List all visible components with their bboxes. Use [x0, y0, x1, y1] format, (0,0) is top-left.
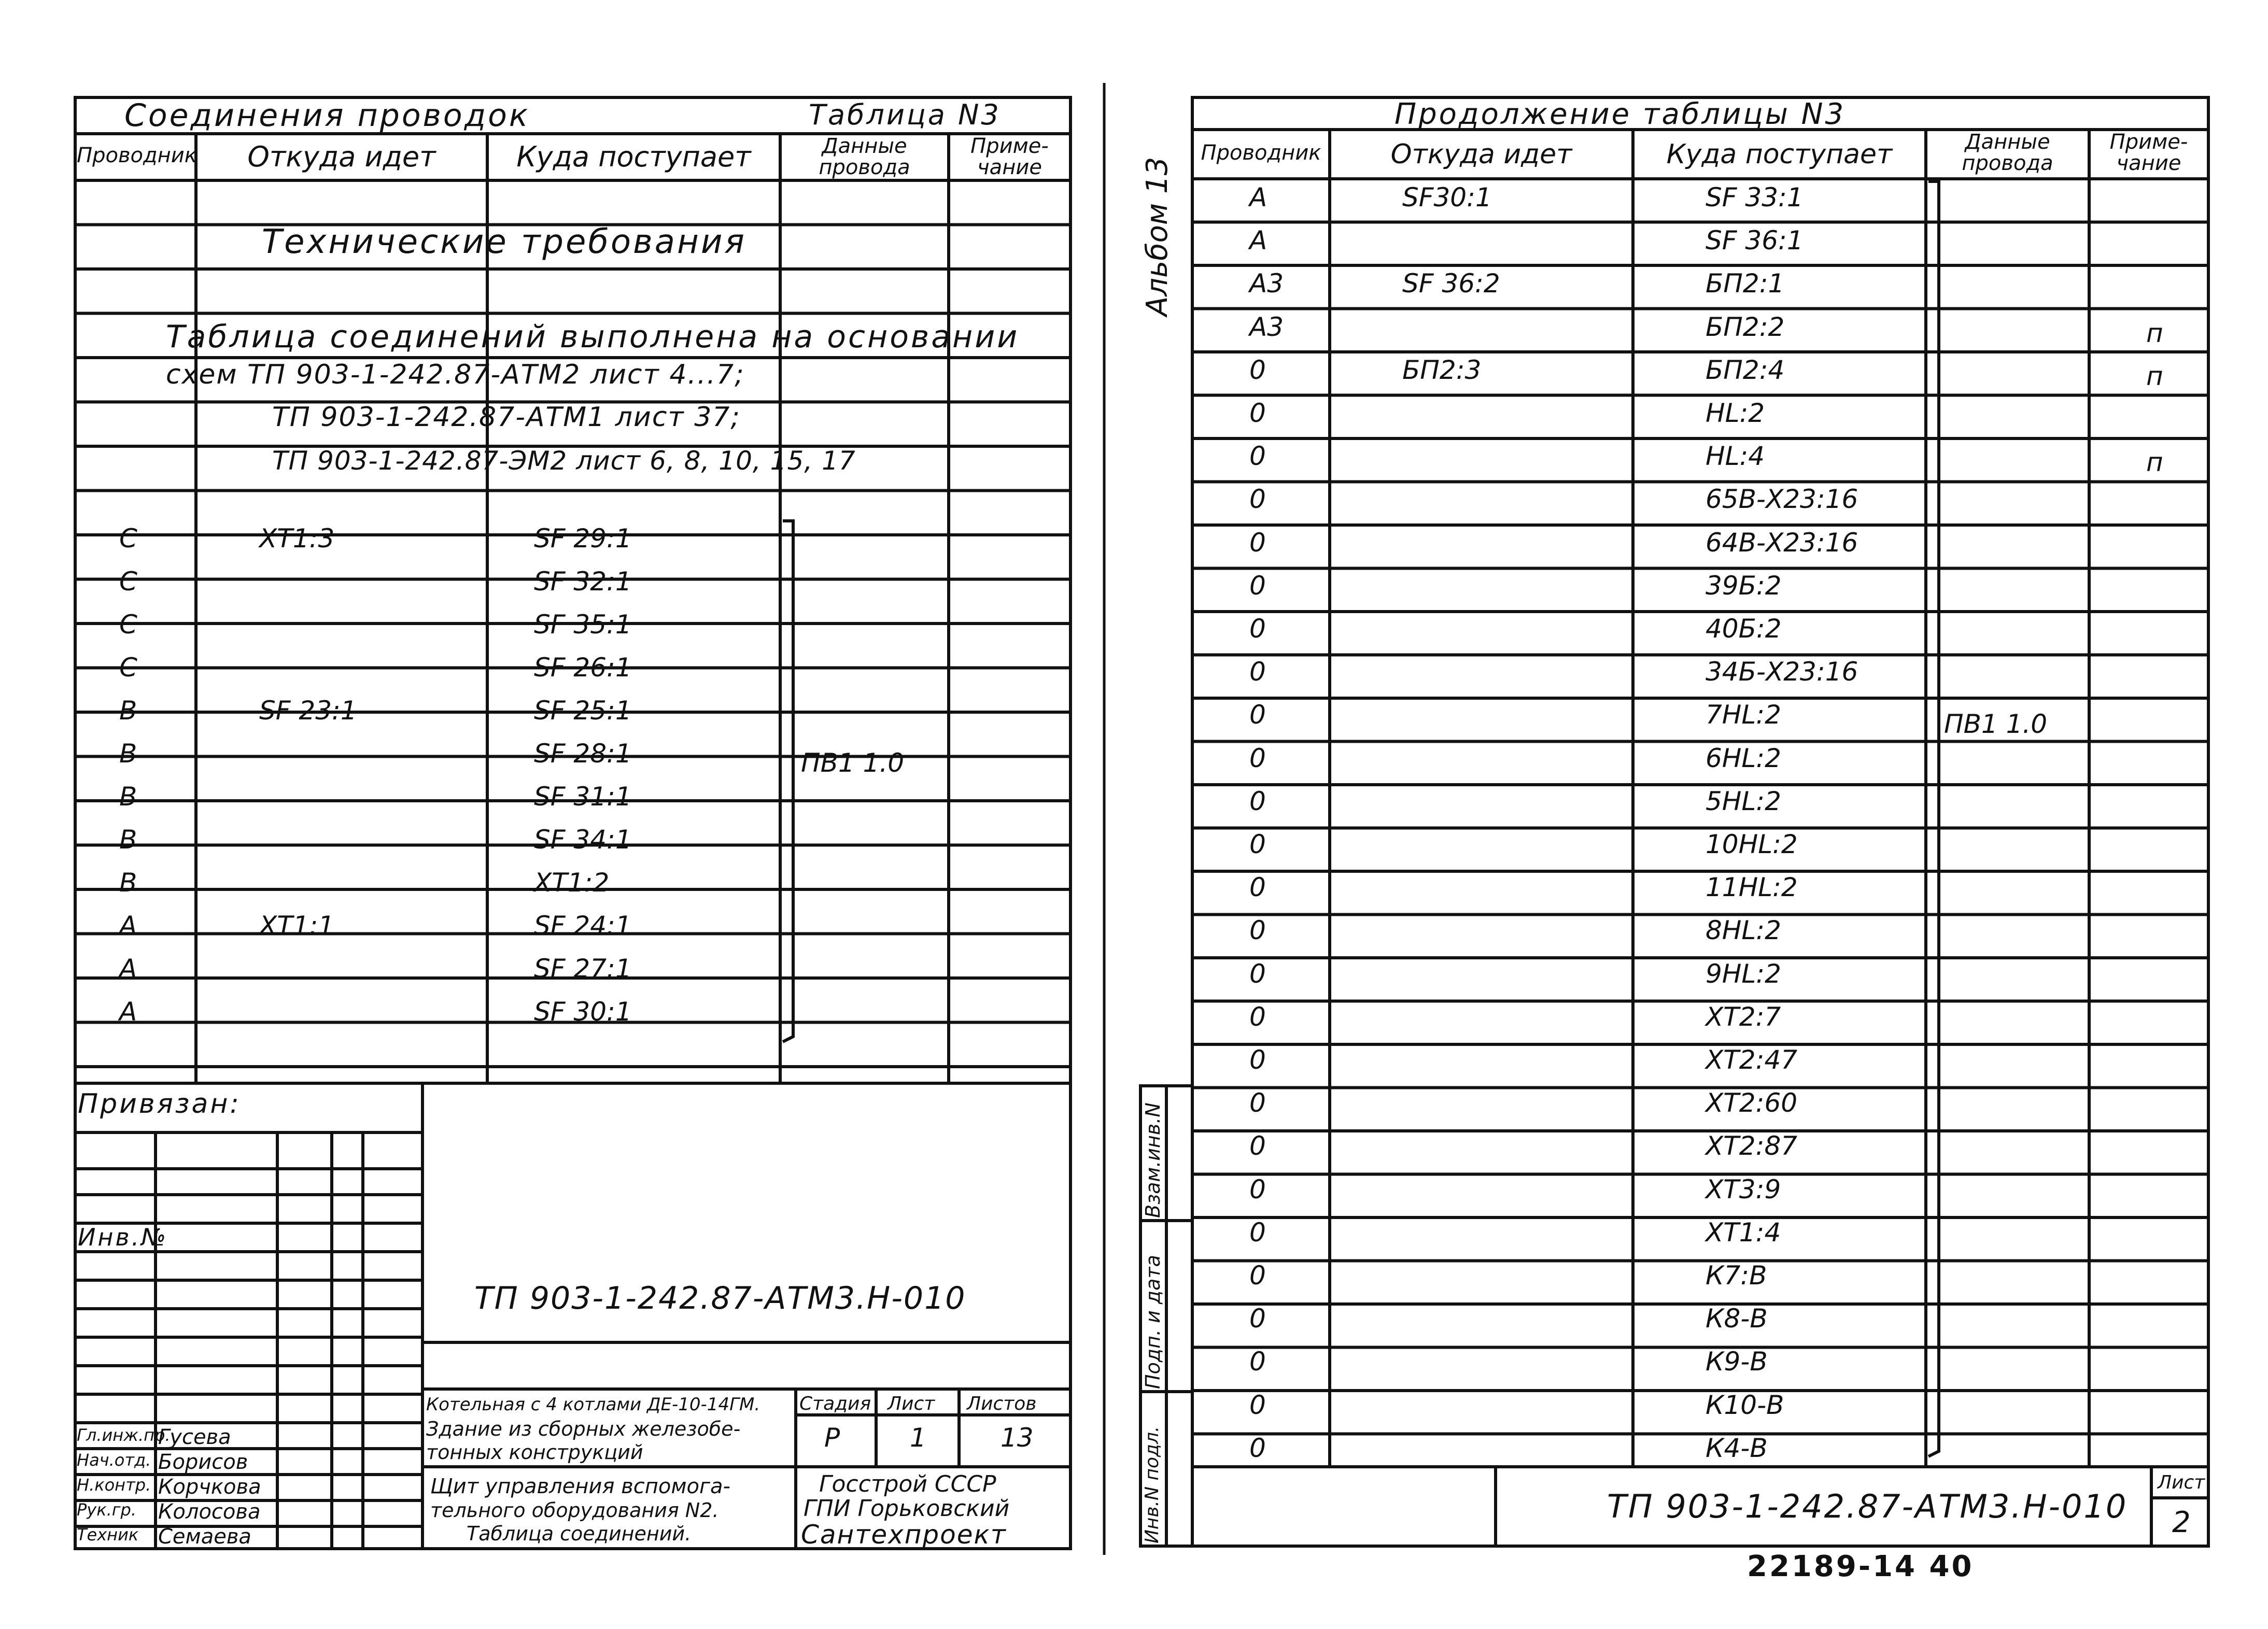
right-sheet-label: Лист: [2158, 1472, 2205, 1493]
left-row-wire: В: [119, 696, 137, 726]
right-row-to: К4-В: [1706, 1433, 1768, 1463]
staff-role: Нач.отд.: [77, 1450, 151, 1470]
right-row-wire: 0: [1249, 743, 1266, 773]
left-row-to: SF 34:1: [534, 825, 632, 855]
right-row-to: 5HL:2: [1706, 786, 1781, 816]
right-row-to: ХТ2:47: [1706, 1045, 1798, 1075]
left-row-to: SF 24:1: [534, 911, 632, 941]
side-label-2: Инв.N подл.: [1142, 1426, 1163, 1543]
left-table-number: Таблица N3: [809, 98, 1001, 131]
right-col-data: Данные провода: [1962, 130, 2053, 175]
left-col-from: Откуда идет: [247, 140, 436, 173]
right-row-to: 65В-Х23:16: [1706, 484, 1858, 515]
tech-req-title: Технические требования: [262, 223, 746, 261]
right-row-to: SF 36:1: [1706, 225, 1804, 256]
right-row-to: 10HL:2: [1706, 829, 1798, 859]
right-row-to: ХТ2:7: [1706, 1001, 1781, 1032]
right-row-wire: 0: [1249, 872, 1266, 903]
left-row-wire: В: [119, 825, 137, 855]
right-row-to: SF 33:1: [1706, 182, 1804, 213]
right-row-wire: 0: [1249, 398, 1266, 428]
sheet-title-2: Таблица соединений.: [467, 1522, 692, 1545]
left-row-wire: С: [119, 653, 137, 683]
right-sheet-border: [1192, 97, 2208, 1546]
right-row-wire: 0: [1249, 484, 1266, 515]
left-row-wire: А: [119, 997, 137, 1027]
right-row-to: HL:2: [1706, 398, 1765, 428]
right-row-to: 39Б:2: [1706, 570, 1782, 601]
left-sheet-title: Соединения проводок: [124, 97, 530, 134]
right-row-note: п: [2146, 447, 2163, 478]
left-row-wire: В: [119, 868, 137, 898]
staff-name: Борисов: [158, 1450, 248, 1474]
right-row-to: К10-В: [1706, 1390, 1784, 1420]
project-desc-1: Здание из сборных железобе-: [426, 1418, 741, 1440]
staff-name: Гусева: [158, 1425, 231, 1449]
left-row-to: SF 26:1: [534, 653, 632, 683]
right-row-to: HL:4: [1706, 441, 1765, 472]
right-row-wire: 0: [1249, 1260, 1266, 1291]
left-row-wire: А: [119, 911, 137, 941]
tech-text-3: ТП 903-1-242.87-ЭМ2 лист 6, 8, 10, 15, 17: [272, 446, 856, 476]
right-col-to: Куда поступает: [1666, 139, 1893, 170]
left-doc-code: ТП 903-1-242.87-АТМ3.Н-010: [474, 1280, 966, 1316]
left-row-to: SF 28:1: [534, 739, 632, 769]
right-row-wire: 0: [1249, 441, 1266, 472]
left-col-to: Куда поступает: [516, 140, 751, 173]
sheets-value: 13: [1001, 1423, 1034, 1453]
left-col-data: Данные провода: [819, 134, 910, 179]
left-row-to: SF 32:1: [534, 566, 632, 597]
inv-label: Инв.№: [78, 1223, 168, 1251]
left-row-wire: В: [119, 739, 137, 769]
right-row-from: БП2:3: [1402, 355, 1482, 385]
left-sheet-border: [75, 97, 1070, 1549]
sheet-title-0: Щит управления вспомога-: [430, 1475, 730, 1498]
right-row-wire: 0: [1249, 915, 1266, 946]
footer-number: 22189-14 40: [1747, 1550, 1974, 1583]
project-desc-0: Котельная с 4 котлами ДЕ-10-14ГМ.: [426, 1394, 760, 1415]
right-row-wire: 0: [1249, 657, 1266, 687]
right-sheet-title: Продолжение таблицы N3: [1394, 97, 1846, 131]
right-row-to: 34Б-Х23:16: [1706, 657, 1858, 687]
right-row-wire: 0: [1249, 1174, 1266, 1205]
right-sheet-number: 2: [2172, 1506, 2191, 1539]
right-row-to: ХТ1:4: [1706, 1217, 1781, 1248]
left-row-wire: С: [119, 610, 137, 640]
staff-role: Н.контр.: [77, 1475, 151, 1495]
right-row-to: К7:В: [1706, 1260, 1767, 1291]
right-row-to: 8HL:2: [1706, 915, 1781, 946]
right-row-wire: А3: [1249, 311, 1284, 342]
left-row-wire: С: [119, 523, 137, 554]
right-row-wire: 0: [1249, 829, 1266, 859]
sheets-label: Листов: [967, 1393, 1037, 1414]
staff-name: Колосова: [158, 1500, 261, 1524]
left-row-to: SF 30:1: [534, 997, 632, 1027]
right-row-wire: 0: [1249, 1217, 1266, 1248]
tech-text-0: Таблица соединений выполнена на основании: [166, 319, 1020, 355]
right-row-to: ХТ2:60: [1706, 1088, 1798, 1118]
org-2: Сантехпроект: [801, 1520, 1007, 1550]
left-wire-data: ПВ1 1.0: [801, 748, 905, 778]
left-row-from: ХТ1:3: [259, 523, 335, 554]
left-row-to: SF 29:1: [534, 523, 632, 554]
right-row-wire: 0: [1249, 614, 1266, 644]
right-row-wire: 0: [1249, 1131, 1266, 1161]
right-row-note: п: [2146, 361, 2163, 391]
right-row-wire: 0: [1249, 958, 1266, 989]
right-row-note: п: [2146, 318, 2163, 348]
project-desc-2: тонных конструкций: [426, 1441, 643, 1464]
left-row-from: ХТ1:1: [259, 911, 335, 941]
org-0: Госстрой СССР: [819, 1471, 996, 1497]
right-row-to: ХТ2:87: [1706, 1131, 1798, 1161]
right-row-wire: 0: [1249, 786, 1266, 816]
right-row-wire: А3: [1249, 268, 1284, 299]
stage-label: Стадия: [799, 1393, 871, 1414]
right-row-to: 7HL:2: [1706, 700, 1781, 730]
left-row-from: SF 23:1: [259, 696, 357, 726]
tied-label: Привязан:: [78, 1088, 241, 1120]
right-row-wire: 0: [1249, 1390, 1266, 1420]
staff-role: Гл.инж.пр.: [77, 1425, 171, 1445]
album-label: Альбом 13: [1140, 157, 1174, 316]
staff-name: Корчкова: [158, 1475, 261, 1499]
right-row-to: БП2:1: [1706, 268, 1785, 299]
left-col-wire: Проводник: [77, 144, 197, 167]
right-row-wire: 0: [1249, 1001, 1266, 1032]
right-row-wire: 0: [1249, 1045, 1266, 1075]
right-col-from: Откуда идет: [1390, 139, 1572, 170]
right-row-from: SF30:1: [1402, 182, 1492, 213]
staff-role: Техник: [77, 1525, 139, 1545]
left-row-wire: А: [119, 954, 137, 984]
right-row-wire: А: [1249, 182, 1267, 213]
left-row-wire: В: [119, 782, 137, 812]
right-row-to: 11HL:2: [1706, 872, 1798, 903]
tech-text-2: ТП 903-1-242.87-АТМ1 лист 37;: [272, 402, 741, 433]
right-row-to: К9-В: [1706, 1347, 1768, 1377]
sheet-label: Лист: [888, 1393, 935, 1414]
right-row-to: 40Б:2: [1706, 614, 1782, 644]
right-row-to: БП2:2: [1706, 311, 1785, 342]
right-row-to: 6HL:2: [1706, 743, 1781, 773]
side-label-0: Взам.инв.N: [1142, 1102, 1164, 1218]
right-row-to: 64В-Х23:16: [1706, 527, 1858, 558]
right-row-wire: 0: [1249, 355, 1266, 385]
tech-text-1: схем ТП 903-1-242.87-АТМ2 лист 4...7;: [166, 359, 745, 390]
right-doc-code: ТП 903-1-242.87-АТМ3.Н-010: [1607, 1488, 2128, 1525]
right-row-from: SF 36:2: [1402, 268, 1500, 299]
right-col-wire: Проводник: [1201, 141, 1321, 165]
side-label-1: Подп. и дата: [1142, 1255, 1164, 1389]
right-row-wire: 0: [1249, 570, 1266, 601]
right-wire-data: ПВ1 1.0: [1944, 709, 2048, 739]
right-row-to: 9HL:2: [1706, 958, 1781, 989]
left-row-to: SF 27:1: [534, 954, 632, 984]
left-row-to: SF 31:1: [534, 782, 632, 812]
right-row-to: К8-В: [1706, 1304, 1768, 1334]
right-row-wire: 0: [1249, 1304, 1266, 1334]
staff-role: Рук.гр.: [77, 1500, 137, 1520]
right-row-wire: 0: [1249, 527, 1266, 558]
right-row-wire: 0: [1249, 700, 1266, 730]
right-row-wire: А: [1249, 225, 1267, 256]
right-col-note: Приме-чание: [2109, 130, 2188, 175]
staff-name: Семаева: [158, 1525, 251, 1549]
right-row-wire: 0: [1249, 1433, 1266, 1463]
right-row-to: БП2:4: [1706, 355, 1785, 385]
left-row-wire: С: [119, 566, 137, 597]
stage-value: Р: [824, 1423, 840, 1453]
left-col-note: Приме-чание: [970, 134, 1049, 179]
right-row-to: ХТ3:9: [1706, 1174, 1781, 1205]
right-row-wire: 0: [1249, 1088, 1266, 1118]
right-row-wire: 0: [1249, 1347, 1266, 1377]
sheet-value: 1: [910, 1423, 926, 1453]
org-1: ГПИ Горьковский: [804, 1495, 1010, 1522]
sheet-title-1: тельного оборудования N2.: [430, 1499, 719, 1522]
left-row-to: SF 25:1: [534, 696, 632, 726]
left-row-to: ХТ1:2: [534, 868, 610, 898]
left-row-to: SF 35:1: [534, 610, 632, 640]
